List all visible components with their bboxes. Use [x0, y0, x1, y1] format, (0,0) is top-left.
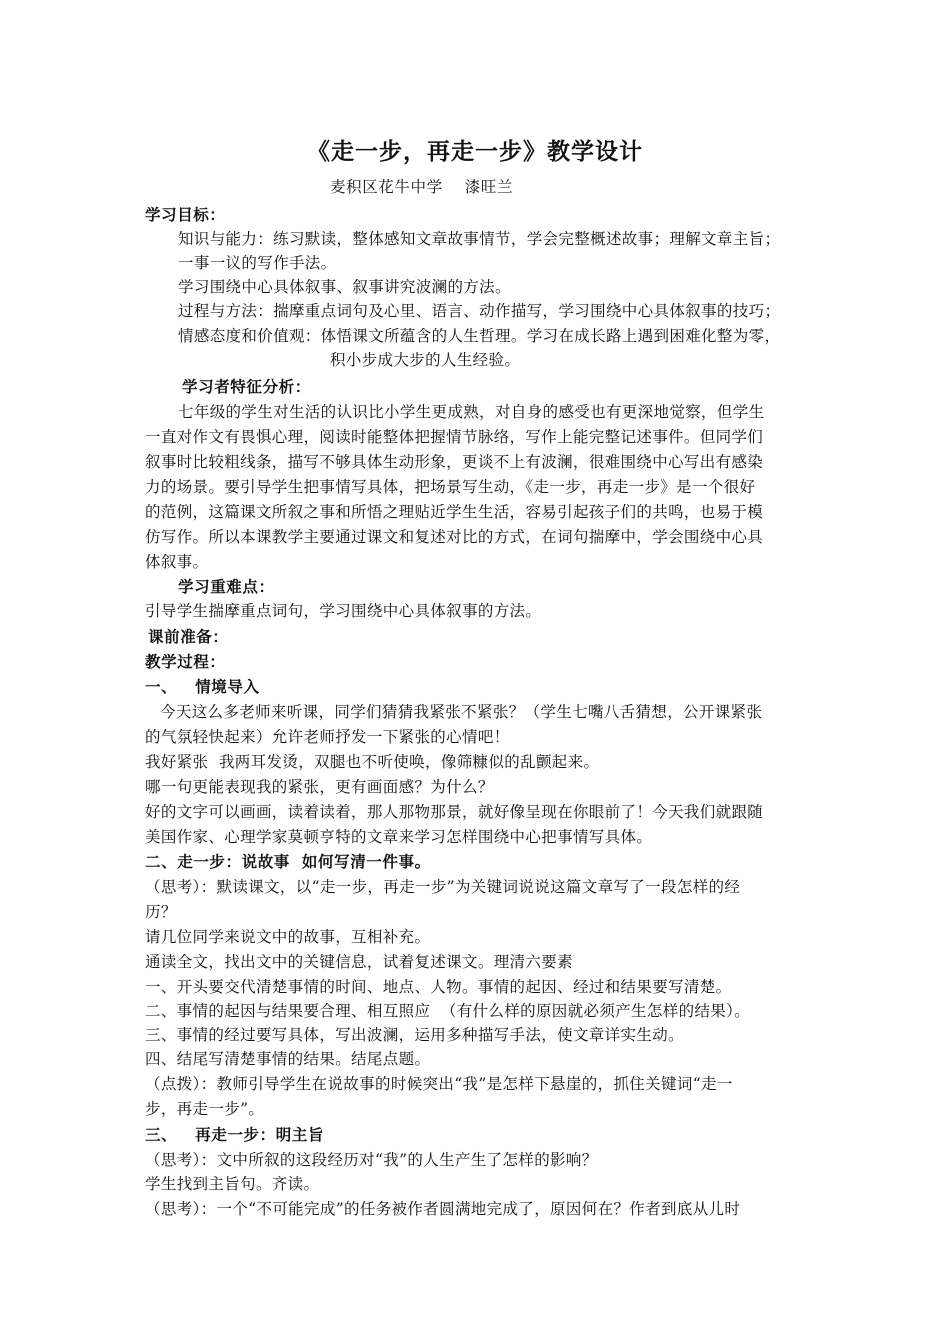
text-line: 知识与能力：练习默读，整体感知文章故事情节，学会完整概述故事；理解文章主旨；	[178, 230, 781, 248]
text-line: 学习围绕中心具体叙事、叙事讲究波澜的方法。	[178, 278, 511, 296]
heading-objectives: 学习目标：	[145, 206, 226, 224]
text-line: 力的场景。要引导学生把事情写具体，把场景写生动，《走一步，再走一步》是一个很好	[145, 478, 756, 496]
section-heading-2: 二、走一步：说故事 如何写清一件事。	[145, 853, 431, 871]
text-line: 一直对作文有畏惧心理，阅读时能整体把握情节脉络，写作上能完整记述事件。但同学们	[145, 428, 764, 446]
text-line: 通读全文，找出文中的关键信息，试着复述课文。理清六要素	[145, 953, 573, 971]
text-line: 七年级的学生对生活的认识比小学生更成熟，对自身的感受也有更深地觉察，但学生	[178, 403, 765, 421]
author-line: 麦积区花牛中学 漆旺兰	[330, 178, 514, 196]
text-line: 学生找到主旨句。齐读。	[145, 1175, 320, 1193]
text-line: 的气氛轻快起来）允许老师抒发一下紧张的心情吧！	[145, 728, 510, 746]
section-heading-3: 三、 再走一步：明主旨	[145, 1126, 324, 1144]
text-line: 的范例，这篇课文所叙之事和所悟之理贴近学生生活，容易引起孩子们的共鸣，也易于模	[145, 503, 764, 521]
section-heading-1: 一、 情境导入	[145, 678, 260, 696]
heading-process: 教学过程：	[145, 653, 226, 671]
text-line: （思考）：文中所叙的这段经历对“我”的人生产生了怎样的影响？	[145, 1151, 598, 1169]
text-line: （思考）：默读课文，以“走一步，再走一步”为关键词说说这篇文章写了一段怎样的经	[145, 878, 741, 896]
text-line: 引导学生揣摩重点词句，学习围绕中心具体叙事的方法。	[145, 602, 542, 620]
text-line: 叙事时比较粗线条，描写不够具体生动形象，更谈不上有波澜，很难围绕中心写出有感染	[145, 453, 764, 471]
text-line: 步，再走一步”。	[145, 1100, 265, 1118]
document-title: 《走一步，再走一步》教学设计	[307, 139, 643, 165]
text-line: 美国作家、心理学家莫顿亨特的文章来学习怎样围绕中心把事情写具体。	[145, 828, 653, 846]
list-item: 二、事情的起因与结果要合理、相互照应 （有什么样的原因就必须产生怎样的结果）。	[145, 1002, 751, 1020]
list-item: 三、事情的经过要写具体，写出波澜，运用多种描写手法，使文章详实生动。	[145, 1026, 684, 1044]
text-line: 积小步成大步的人生经验。	[330, 351, 521, 369]
text-line: 我好紧张 我两耳发烫，双腿也不听使唤，像筛糠似的乱颤起来。	[145, 753, 600, 771]
list-item: 四、结尾写清楚事情的结果。结尾点题。	[145, 1050, 431, 1068]
text-line: 情感态度和价值观：体悟课文所蕴含的人生哲理。学习在成长路上遇到困难化整为零，	[178, 327, 781, 345]
text-line: 一事一议的写作手法。	[178, 254, 337, 272]
heading-preparation: 课前准备：	[148, 628, 229, 646]
text-line: （点拨）：教师引导学生在说故事的时候突出“我”是怎样下悬崖的，抓住关键词“走一	[145, 1075, 733, 1093]
text-line: 仿写作。所以本课教学主要通过课文和复述对比的方式，在词句揣摩中，学会围绕中心具	[145, 528, 764, 546]
text-line: 今天这么多老师来听课，同学们猜猜我紧张不紧张？（学生七嘴八舌猜想，公开课紧张	[160, 703, 763, 721]
text-line: （思考）：一个“不可能完成”的任务被作者圆满地完成了，原因何在？作者到底从儿时	[145, 1200, 741, 1218]
text-line: 好的文字可以画画，读着读着，那人那物那景，就好像呈现在你眼前了！今天我们就跟随	[145, 803, 764, 821]
heading-learner-analysis: 学习者特征分析：	[182, 378, 311, 396]
text-line: 哪一句更能表现我的紧张，更有画面感？为什么？	[145, 778, 494, 796]
text-line: 请几位同学来说文中的故事，互相补充。	[145, 928, 431, 946]
list-item: 一、开头要交代清楚事情的时间、地点、人物。事情的起因、经过和结果要写清楚。	[145, 978, 732, 996]
text-line: 过程与方法：揣摩重点词句及心里、语言、动作描写，学习围绕中心具体叙事的技巧；	[178, 302, 781, 320]
text-line: 历？	[145, 903, 177, 921]
text-line: 体叙事。	[145, 553, 209, 571]
heading-key-points: 学习重难点：	[178, 578, 275, 596]
